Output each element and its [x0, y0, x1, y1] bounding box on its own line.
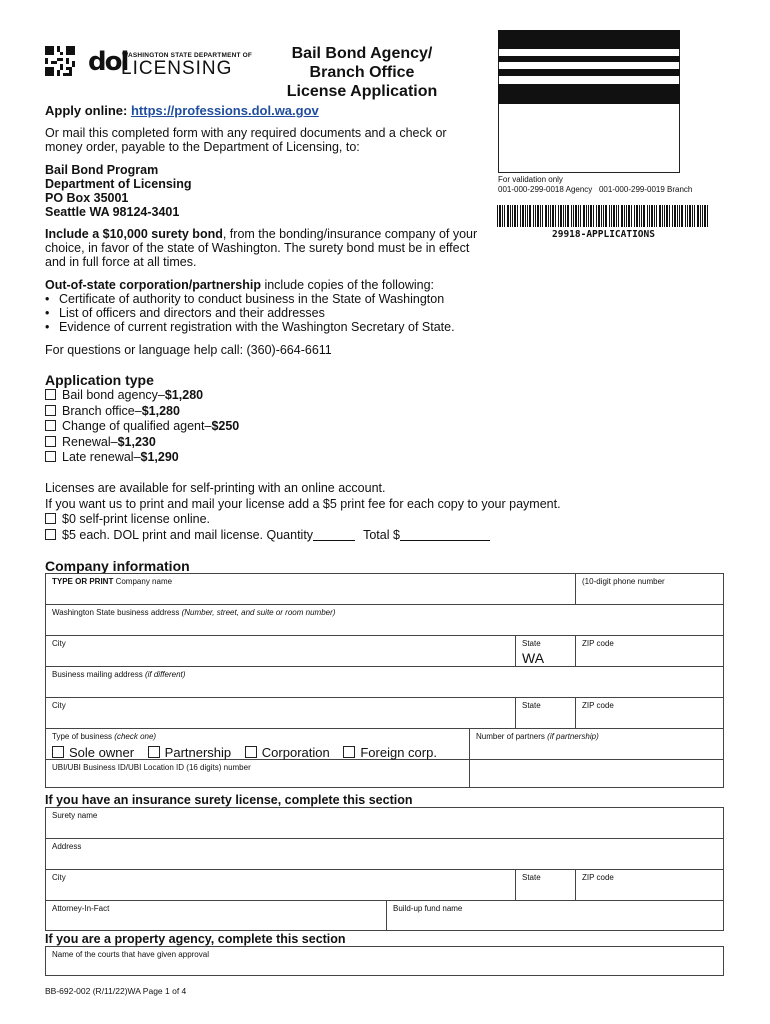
barcode-bar	[687, 205, 688, 227]
field-label: City	[52, 639, 66, 648]
surety-zip-field[interactable]	[576, 870, 723, 901]
barcode-bar	[517, 205, 518, 227]
barcode-bar	[578, 205, 579, 227]
barcode-bar	[533, 205, 534, 227]
barcode-bar	[641, 205, 642, 227]
logo-department-text: WASHINGTON STATE DEPARTMENT OF	[122, 52, 253, 59]
barcode-bar	[504, 205, 505, 227]
barcode-bar	[618, 205, 619, 227]
application-type-heading: Application type	[45, 372, 154, 388]
barcode-bar	[631, 205, 632, 227]
surety-bond-note	[45, 227, 485, 269]
field-hint: (check one)	[114, 732, 157, 741]
validation-bar	[498, 69, 680, 76]
checkbox[interactable]	[45, 405, 56, 416]
field-label: UBI/UBI Business ID/UBI Location ID (16 digits) number	[52, 763, 251, 772]
address-line: Bail Bond Program	[45, 163, 159, 177]
barcode-bar	[643, 205, 645, 227]
application-type-options	[45, 388, 239, 466]
license-info-line: Licenses are available for self-printing with an online account.	[45, 481, 386, 495]
mailing-address-field[interactable]	[46, 667, 723, 698]
barcode-bar	[535, 205, 536, 227]
field-label: State	[522, 639, 541, 648]
property-section-heading: If you are a property agency, complete this section	[45, 932, 346, 946]
company-info-table	[45, 573, 724, 788]
field-label: City	[52, 873, 66, 882]
barcode-bar	[654, 205, 655, 227]
field-label: Company name	[115, 577, 173, 586]
dol-logo-mark: dol	[88, 47, 128, 77]
checkbox[interactable]	[343, 746, 355, 758]
field-label: State	[522, 873, 541, 882]
barcode-bar	[563, 205, 564, 227]
barcode-bar	[550, 205, 551, 227]
field-label: Build-up fund name	[393, 904, 463, 913]
barcode-bar	[588, 205, 589, 227]
validation-bar	[498, 30, 680, 49]
oos-bold: Out-of-state corporation/partnership	[45, 278, 261, 292]
barcode-bar	[666, 205, 668, 227]
total-field[interactable]	[400, 540, 490, 541]
option-change-agent[interactable]	[45, 419, 239, 435]
oos-list-item: • Evidence of current registration with the Washington Secretary of State.	[45, 320, 515, 334]
option-self-print[interactable]	[45, 512, 561, 528]
option-label: Sole owner	[69, 745, 135, 760]
option-label: Late renewal–	[62, 450, 141, 464]
form-title	[262, 44, 462, 101]
mailing-state-field[interactable]	[516, 698, 576, 729]
form-footer: BB-692-002 (R/11/22)WA Page 1 of 4	[45, 986, 187, 996]
checkbox[interactable]	[45, 389, 56, 400]
mail-instructions: Or mail this completed form with any required documents and a check or money order, payable to the Department of Licensing, to:	[45, 126, 447, 154]
barcode-bar	[560, 205, 562, 227]
ubi-field[interactable]	[46, 760, 470, 787]
qr-code	[45, 46, 75, 76]
barcode-bar	[626, 205, 627, 227]
barcode-bar	[624, 205, 625, 227]
option-bail-bond-agency[interactable]	[45, 388, 239, 404]
mailing-city-field[interactable]	[46, 698, 516, 729]
barcode-bar	[707, 205, 708, 227]
apply-online-label: Apply online:	[45, 103, 128, 118]
barcode-bar	[621, 205, 623, 227]
barcode-bar	[520, 205, 521, 227]
option-label: Branch office–	[62, 403, 142, 418]
barcode-bar	[639, 205, 640, 227]
field-label: Type of business	[52, 732, 113, 741]
barcode-bar	[609, 205, 610, 227]
surety-name-field[interactable]	[46, 808, 723, 839]
option-fee: $1,280	[141, 403, 180, 418]
barcode-bar	[514, 205, 516, 227]
property-table	[45, 946, 724, 976]
field-label: Business mailing address	[52, 670, 143, 679]
total-label: Total $	[363, 527, 400, 542]
barcode-bar	[552, 205, 554, 227]
barcode-bar	[669, 205, 670, 227]
barcode-bar	[542, 205, 543, 227]
address-line: Seattle WA 98124-3401	[45, 205, 180, 219]
buildup-fund-field[interactable]	[387, 901, 723, 930]
field-label: Address	[52, 842, 82, 851]
barcode-bar	[545, 205, 547, 227]
barcode-bar	[672, 205, 673, 227]
logo-licensing-text: LICENSING	[121, 58, 233, 79]
field-label: Name of the courts that have given approval	[52, 950, 209, 959]
validation-codes: 001-000-299-0018 Agency 001-000-299-0019 Branch	[498, 185, 693, 194]
checkbox[interactable]	[45, 529, 56, 540]
address-line: PO Box 35001	[45, 191, 129, 205]
barcode-bar	[605, 205, 607, 227]
surety-table	[45, 807, 724, 931]
barcode-bar	[529, 205, 531, 227]
barcode-bar	[651, 205, 653, 227]
barcode-bar	[613, 205, 615, 227]
option-fee: $1,280	[164, 388, 204, 402]
oos-list-item: • List of officers and directors and their addresses	[45, 306, 515, 320]
barcode-bar	[540, 205, 541, 227]
checkbox[interactable]	[45, 513, 56, 524]
type-corporation[interactable]	[245, 745, 330, 760]
barcode-bar	[616, 205, 617, 227]
help-phone: For questions or language help call: (360)-664-6611	[45, 343, 332, 357]
checkbox[interactable]	[45, 420, 56, 431]
barcode-bar	[537, 205, 539, 227]
validation-label	[498, 175, 692, 195]
checkbox[interactable]	[245, 746, 257, 758]
barcode-text: 29918-APPLICATIONS	[552, 229, 655, 240]
option-renewal[interactable]	[45, 435, 239, 451]
barcode-bar	[677, 205, 678, 227]
field-label: (10-digit phone number	[582, 577, 665, 586]
barcode-bar	[603, 205, 604, 227]
barcode-bar	[527, 205, 528, 227]
barcode	[497, 205, 710, 227]
phone-field[interactable]	[576, 574, 723, 605]
barcode-bar	[567, 205, 569, 227]
barcode-bar	[601, 205, 602, 227]
field-label: Surety name	[52, 811, 98, 820]
option-label: $5 each. DOL print and mail license. Quantity	[62, 527, 314, 542]
wa-address-field[interactable]	[46, 605, 723, 636]
field-label: Attorney-In-Fact	[52, 904, 110, 913]
field-label: City	[52, 701, 66, 710]
type-partnership[interactable]	[148, 745, 231, 760]
barcode-bar	[685, 205, 686, 227]
surety-address-field[interactable]	[46, 839, 723, 870]
barcode-bar	[507, 205, 509, 227]
type-foreign-corp[interactable]	[343, 745, 437, 760]
barcode-bar	[656, 205, 657, 227]
barcode-bar	[510, 205, 511, 227]
oos-list-item: • Certificate of authority to conduct business in the State of Washington	[45, 292, 515, 306]
barcode-bar	[704, 205, 706, 227]
barcode-bar	[628, 205, 630, 227]
barcode-bar	[573, 205, 574, 227]
barcode-bar	[662, 205, 663, 227]
field-label: ZIP code	[582, 701, 614, 710]
checkbox[interactable]	[45, 436, 56, 447]
barcode-bar	[586, 205, 587, 227]
barcode-bar	[580, 205, 581, 227]
barcode-bar	[681, 205, 683, 227]
barcode-bar	[679, 205, 680, 227]
state-value: WA	[522, 650, 545, 666]
barcode-bar	[702, 205, 703, 227]
validation-bar	[498, 56, 680, 62]
type-sole-owner[interactable]	[52, 745, 134, 760]
address-line: Department of Licensing	[45, 177, 192, 191]
barcode-bar	[664, 205, 665, 227]
quantity-field[interactable]	[313, 540, 355, 541]
barcode-bar	[697, 205, 699, 227]
barcode-bar	[674, 205, 676, 227]
surety-section-heading: If you have an insurance surety license, complete this section	[45, 793, 413, 807]
apply-online-link[interactable]: https://professions.dol.wa.gov	[130, 103, 319, 118]
barcode-bar	[525, 205, 526, 227]
barcode-bar	[659, 205, 661, 227]
barcode-bar	[575, 205, 577, 227]
barcode-bar	[555, 205, 556, 227]
field-hint: (Number, street, and suite or room number)	[181, 608, 336, 617]
barcode-bar	[593, 205, 594, 227]
option-fee: $250	[211, 419, 240, 433]
barcode-bar	[590, 205, 592, 227]
field-label: Number of partners	[476, 732, 545, 741]
zip-field[interactable]	[576, 636, 723, 667]
surety-bond-bold: Include a $10,000 surety bond	[45, 227, 223, 241]
surety-bond-text: , from the bonding/insurance company of your choice, in favor of the state of Washington. The surety bond must be in effect and in full force at all times.	[45, 227, 478, 269]
checkbox[interactable]	[148, 746, 160, 758]
barcode-bar	[565, 205, 566, 227]
option-label: Partnership	[164, 745, 232, 760]
barcode-bar	[649, 205, 650, 227]
surety-city-field[interactable]	[46, 870, 516, 901]
barcode-bar	[499, 205, 501, 227]
barcode-bar	[700, 205, 701, 227]
company-info-heading: Company information	[45, 558, 190, 574]
barcode-bar	[692, 205, 693, 227]
license-info-line: If you want us to print and mail your license add a $5 print fee for each copy to your payment.	[45, 496, 561, 511]
apply-online	[45, 103, 319, 118]
validation-bar	[498, 84, 680, 104]
field-label: State	[522, 701, 541, 710]
option-late-renewal[interactable]	[45, 450, 239, 466]
field-hint: (if partnership)	[547, 732, 599, 741]
barcode-bar	[611, 205, 612, 227]
field-hint: (if different)	[144, 670, 186, 679]
barcode-bar	[548, 205, 549, 227]
barcode-bar	[558, 205, 559, 227]
barcode-bar	[512, 205, 513, 227]
barcode-bar	[571, 205, 572, 227]
mailing-address	[45, 163, 192, 219]
barcode-bar	[522, 205, 524, 227]
checkbox[interactable]	[52, 746, 64, 758]
barcode-bar	[689, 205, 691, 227]
barcode-bar	[596, 205, 597, 227]
oos-text: include copies of the following:	[260, 278, 435, 292]
barcode-bar	[636, 205, 638, 227]
barcode-bar	[647, 205, 648, 227]
type-or-print: TYPE OR PRINT	[52, 577, 114, 586]
partners-field[interactable]	[470, 729, 723, 760]
barcode-bar	[598, 205, 600, 227]
option-label: Corporation	[261, 745, 330, 760]
validation-label-text: For validation only	[498, 175, 563, 184]
barcode-bar	[583, 205, 585, 227]
option-dol-print[interactable]	[45, 528, 561, 544]
checkbox[interactable]	[45, 451, 56, 462]
option-label: Foreign corp.	[360, 745, 437, 760]
barcode-bar	[497, 205, 498, 227]
field-label: ZIP code	[582, 873, 614, 882]
city-field[interactable]	[46, 636, 516, 667]
option-label: Change of qualified agent–	[62, 419, 212, 433]
field-label: Washington State business address	[52, 608, 180, 617]
surety-state-field[interactable]	[516, 870, 576, 901]
business-type-field	[46, 729, 470, 760]
form-title-line-1: Bail Bond Agency/	[291, 45, 433, 62]
form-title-line-2: Branch Office	[309, 64, 415, 81]
option-label: $0 self-print license online.	[62, 512, 210, 526]
courts-field[interactable]	[46, 947, 723, 975]
company-name-field[interactable]	[46, 574, 576, 605]
option-fee: $1,290	[140, 450, 179, 464]
form-title-line-3: License Application	[286, 83, 438, 100]
business-type-options	[52, 746, 469, 758]
barcode-bar	[634, 205, 635, 227]
state-field[interactable]	[516, 636, 576, 667]
barcode-bar	[694, 205, 695, 227]
field-label: ZIP code	[582, 639, 614, 648]
option-fee: $1,230	[117, 434, 156, 449]
barcode-bar	[502, 205, 503, 227]
license-print-options	[45, 481, 561, 543]
oos-list	[45, 292, 515, 334]
option-label: Renewal–	[62, 434, 118, 449]
option-branch-office[interactable]	[45, 404, 239, 420]
out-of-state-note	[45, 278, 515, 334]
mailing-zip-field[interactable]	[576, 698, 723, 729]
option-label: Bail bond agency–	[62, 388, 165, 402]
attorney-in-fact-field[interactable]	[46, 901, 387, 930]
